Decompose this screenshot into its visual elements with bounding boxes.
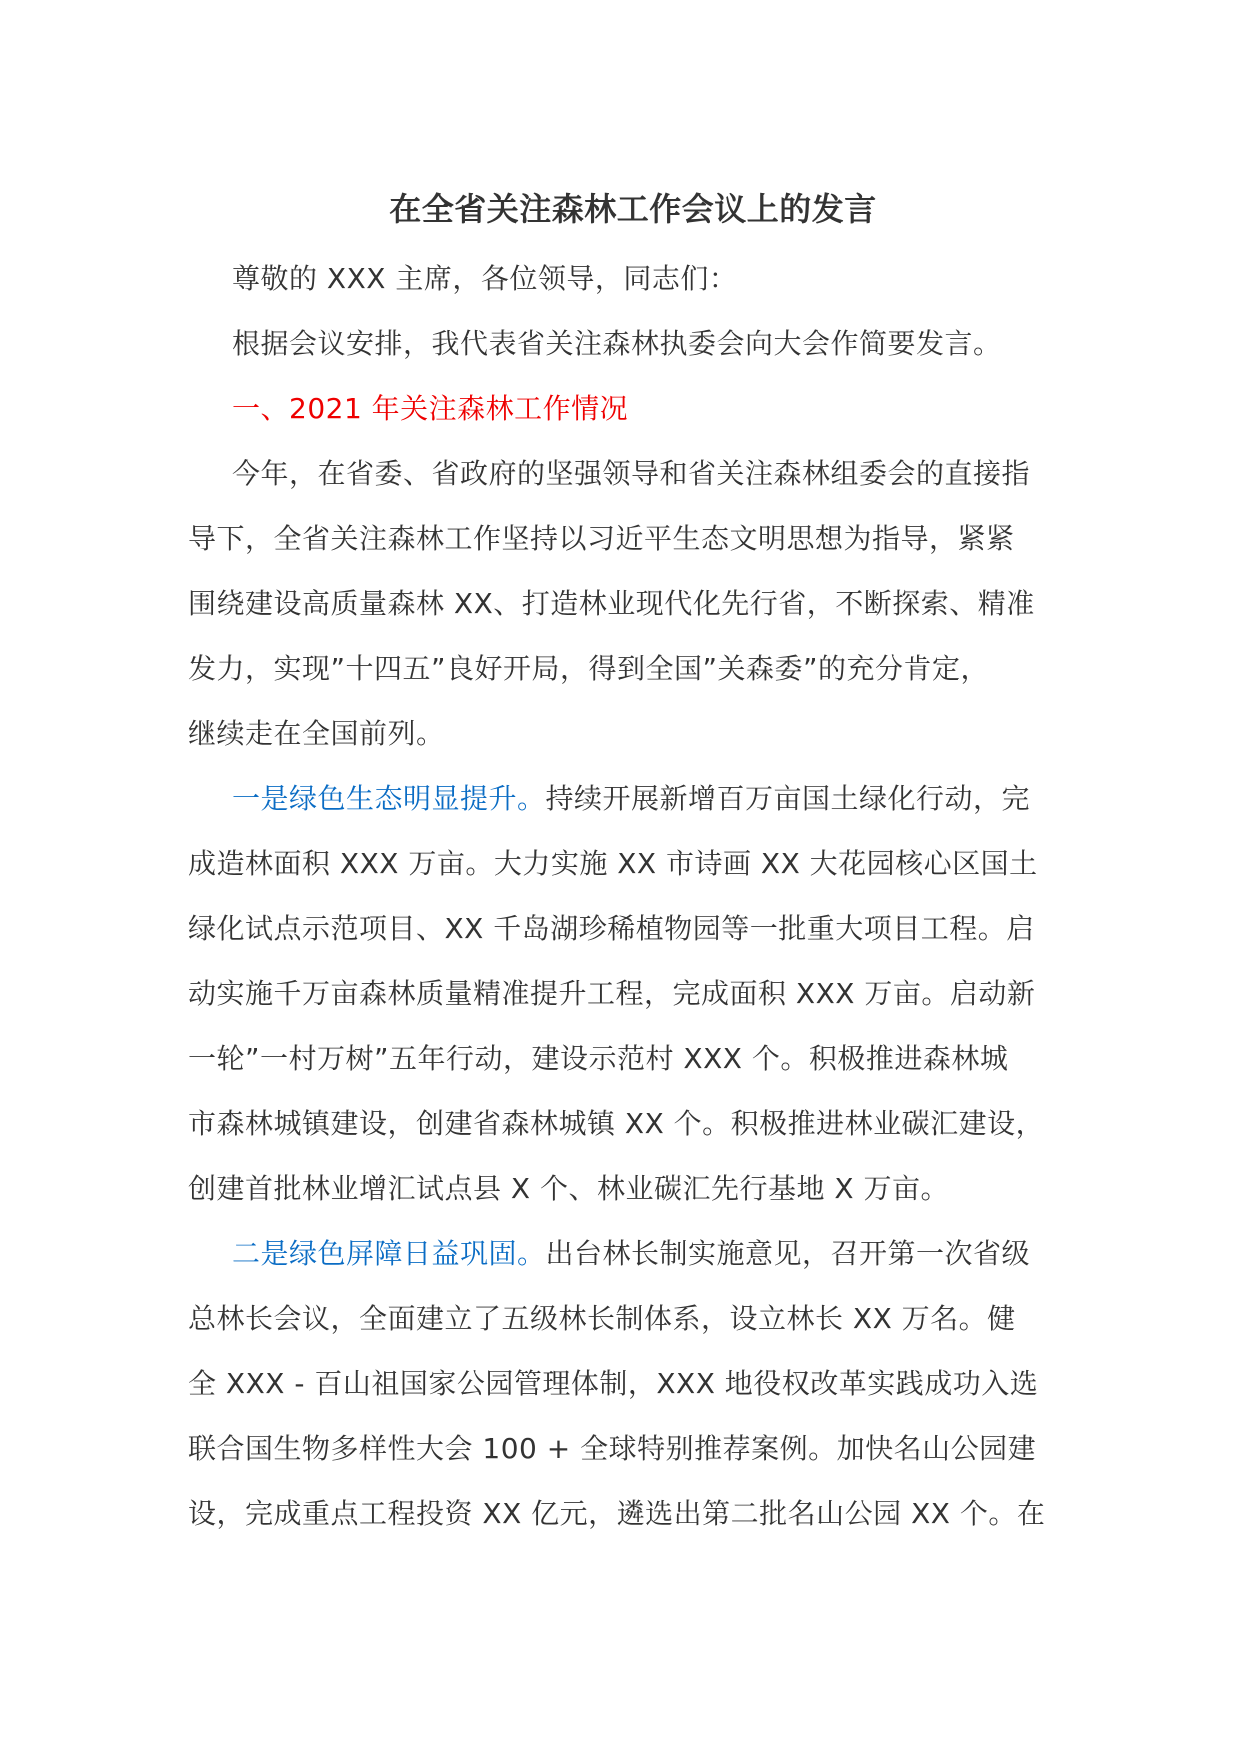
paragraph-line: 创建首批林业增汇试点县 X 个、林业碳汇先行基地 X 万亩。 <box>188 1172 949 1205</box>
paragraph-line: 总林长会议，全面建立了五级林长制体系，设立林长 XX 万名。健 <box>188 1302 1016 1335</box>
paragraph-green-barrier <box>188 1221 1078 1546</box>
paragraph-line: 全 XXX - 百山祖国家公园管理体制，XXX 地役权改革实践成功入选 <box>188 1367 1039 1400</box>
paragraph-line: 成造林面积 XXX 万亩。大力实施 XX 市诗画 XX 大花园核心区国土 <box>188 847 1038 880</box>
paragraph-line: 绿化试点示范项目、XX 千岛湖珍稀植物园等一批重大项目工程。启 <box>188 912 1035 945</box>
paragraph-line: 设，完成重点工程投资 XX 亿元，遴选出第二批名山公园 XX 个。在 <box>188 1497 1046 1530</box>
intro-paragraph: 根据会议安排，我代表省关注森林执委会向大会作简要发言。 <box>232 327 1002 360</box>
document-title: 在全省关注森林工作会议上的发言 <box>389 190 877 228</box>
point-lead: 二是绿色屏障日益巩固。 <box>232 1237 546 1270</box>
document-body <box>188 188 1078 1546</box>
paragraph-line <box>188 1221 1078 1286</box>
paragraph-line: 一轮”一村万树”五年行动，建设示范村 XXX 个。积极推进森林城 <box>188 1042 1009 1075</box>
paragraph-line: 发力，实现”十四五”良好开局，得到全国”关森委”的充分肯定， <box>188 652 990 685</box>
point-lead: 一是绿色生态明显提升。 <box>232 782 546 815</box>
paragraph-work-overview <box>188 441 1078 766</box>
salutation: 尊敬的 XXX 主席，各位领导，同志们： <box>232 262 738 295</box>
point-text: 持续开展新增百万亩国土绿化行动，完 <box>545 782 1031 815</box>
paragraph-line: 动实施千万亩森林质量精准提升工程，完成面积 XXX 万亩。启动新 <box>188 977 1036 1010</box>
section-heading: 一、2021 年关注森林工作情况 <box>232 392 629 425</box>
paragraph-line: 联合国生物多样性大会 100 + 全球特别推荐案例。加快名山公园建 <box>188 1432 1037 1465</box>
point-text: 出台林长制实施意见，召开第一次省级 <box>545 1237 1031 1270</box>
paragraph-line: 继续走在全国前列。 <box>188 717 445 750</box>
paragraph-line: 市森林城镇建设，创建省森林城镇 XX 个。积极推进林业碳汇建设， <box>188 1107 1045 1140</box>
paragraph-line <box>188 766 1078 831</box>
paragraph-line: 围绕建设高质量森林 XX、打造林业现代化先行省，不断探索、精准 <box>188 587 1035 620</box>
paragraph-line: 导下，全省关注森林工作坚持以习近平生态文明思想为指导，紧紧 <box>188 522 1015 555</box>
paragraph-line: 今年，在省委、省政府的坚强领导和省关注森林组委会的直接指 <box>232 457 1031 490</box>
paragraph-green-ecology <box>188 766 1078 1221</box>
